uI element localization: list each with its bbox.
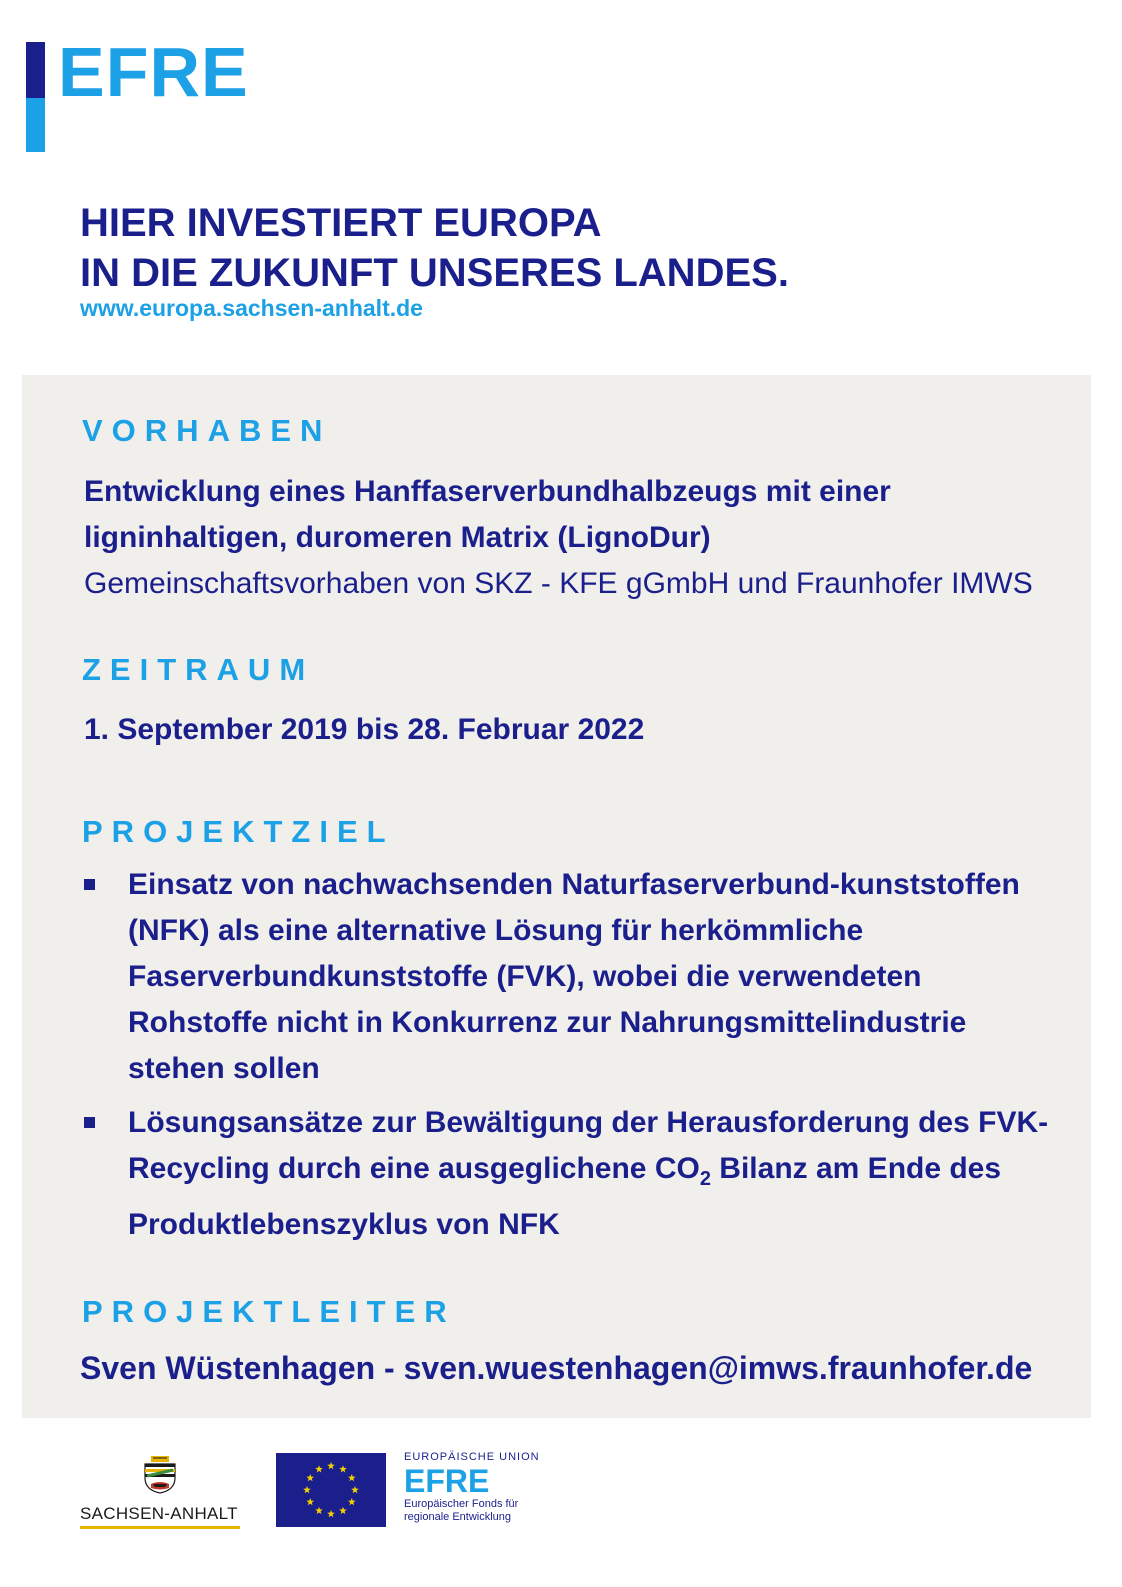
- zeitraum-value: 1. September 2019 bis 28. Februar 2022: [84, 713, 645, 746]
- eu-flag-icon: [276, 1453, 386, 1527]
- heading-vorhaben: VORHABEN: [82, 413, 332, 448]
- coat-of-arms-icon: [143, 1454, 177, 1494]
- sachsen-anhalt-label: SACHSEN-ANHALT: [80, 1504, 238, 1523]
- list-item: [84, 1100, 1064, 1248]
- headline: [80, 198, 789, 298]
- projektleiter-value: Sven Wüstenhagen - sven.wuestenhagen@imws.fraunhofer.de: [80, 1350, 1033, 1386]
- headline-line-1: HIER INVESTIERT EUROPA: [80, 201, 602, 245]
- website-url: www.europa.sachsen-anhalt.de: [80, 295, 423, 321]
- co2-subscript: 2: [699, 1168, 711, 1190]
- sachsen-anhalt-underline: [80, 1526, 240, 1529]
- headline-line-2: IN DIE ZUKUNFT UNSERES LANDES.: [80, 251, 789, 295]
- bullet-icon: [84, 879, 95, 890]
- projektziel-bullet-1: Einsatz von nachwachsenden Naturfaserverbund-kunststoffen (NFK) als eine alternative Lösung für herkömmliche Faserverbundkunststoffe (FVK), wobei die verwendeten Rohstoffe nicht in Konkurrenz zur Nahrungsmittelindustrie stehen sollen: [128, 868, 1020, 1085]
- projektziel-bullet-2-part-2: Bilanz am Ende des Produktlebenszyklus von NFK: [128, 1152, 1002, 1241]
- logo-text: EFRE: [58, 33, 249, 111]
- logo-bar-dark: [26, 42, 45, 98]
- vorhaben-title: Entwicklung eines Hanffaserverbundhalbzeugs mit einer ligninhaltigen, duromeren Matrix (LignoDur): [84, 475, 891, 554]
- vorhaben-description: Gemeinschaftsvorhaben von SKZ - KFE gGmbH und Fraunhofer IMWS: [84, 567, 1033, 600]
- heading-projektziel: PROJEKTZIEL: [82, 814, 395, 849]
- sachsen-anhalt-logo: [80, 1448, 240, 1533]
- logo-bar-light: [26, 98, 45, 152]
- heading-zeitraum: ZEITRAUM: [82, 652, 315, 687]
- bullet-icon: [84, 1117, 95, 1128]
- eu-efre-label: EFRE: [404, 1463, 490, 1499]
- projektziel-list: [84, 862, 1064, 1256]
- list-item: [84, 862, 1064, 1092]
- vorhaben-block: [84, 469, 1074, 607]
- eu-label: EUROPÄISCHE UNION: [404, 1451, 540, 1463]
- eu-efre-logo: [404, 1450, 604, 1524]
- projektziel-bullet-2-part-1: Lösungsansätze zur Bewältigung der Herausforderung des FVK-Recycling durch eine ausgeglichene CO: [128, 1106, 1049, 1185]
- heading-projektleiter: PROJEKTLEITER: [82, 1294, 456, 1329]
- eu-sub-line-1: Europäischer Fonds für: [404, 1498, 519, 1510]
- eu-sub-line-2: regionale Entwicklung: [404, 1511, 512, 1523]
